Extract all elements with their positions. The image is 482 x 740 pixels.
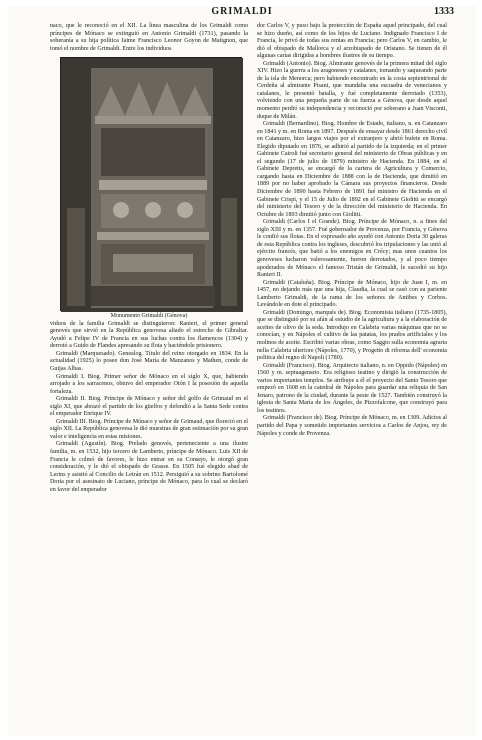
article-entry: Grimaldi (Francisco de). Biog. Príncipe de Mónaco, m. en 1309. Adictos al partido del Papa y sometido importantes servicios a Carlos de Anjou, rey de Nápoles y conde de Provenza. — [257, 415, 447, 437]
page-header — [8, 6, 476, 20]
article-entry: Grimaldi (Bernardino). Biog. Hombre de Estado, italiano, n. en Catanzaro en 1841 y m. en Roma en 1897. Después de ensayar desde 1861 derecho civil en Catanzaro, hizo largos viajes por el extranjero y abrió bufete en Roma. Elegido diputado en 1876, se adhirió al partido de la izquierda; en el primer Gabinete Cairoli fué secretario general del ministerio de Obras públicas y en el segundo (17 de julio de 1879) ministro de Hacienda. En 1884, en el Gabinete Depretis, se encargó de la cartera de Agricultura y Comercio, cargando hasta en Diciembre de 1888 con la de Hacienda, que dimitió en 1889 por no haber aprobado la Cámara sus proyectos financieros. Desde Diciembre de 1890 hasta Febrero de 1891 fué ministro de Hacienda en el Gabinete Crispi, y el 15 de Julio de 1892 en el Gabinete Giolitti se encargó del ministerio del Tesoro y de la dirección del ministerio de Hacienda. En Octubre de 1893 dimitió junto con Giolitti. — [257, 121, 447, 218]
right-column — [257, 23, 447, 438]
left-column — [50, 23, 248, 494]
article-entry: Grimaldi (Francisco). Biog. Arquitecto italiano, n. en Oppido (Nápoles) en 1560 y m. septuagenario. Era religioso teatino y dirigió la construcción de varios importantes templos. Se atribuye a él el proyecto del Santo Tesoro que empezó en 1608 en la catedral de Nápoles para guardar una reliquia de San Jenaro, patrono de la ciudad, durante la peste de 1527. También construyó la iglesia de Santa María de los Ángeles, de Pizzofalcone, que construyó para los teatinos. — [257, 362, 447, 414]
article-paragraph: naco, que le reconoció en el XII. La línea masculina de los Grimaldi como príncipes de Mónaco se extinguió en Antonio Grimaldi (1731), pasando la soberanía a su hija política Jaime Francisco Leonor Goyon de Matignon, que tomó el nombre de Grimaldi. Entre los individuos — [50, 23, 248, 52]
article-entry: Grimaldi II. Biog. Príncipe de Mónaco y señor del golfo de Grimaud en el siglo XI, que abrazó el partido de los güelfos y defendió a la Santa Sede contra el emperador Enrique IV. — [50, 396, 248, 418]
page-number: 1333 — [434, 6, 454, 17]
article-entry: Grimaldi (Cataluña). Biog. Príncipe de Mónaco, hijo de Juan I, m. en 1457, no dejando más que una hija, Claudia, la cual se casó con su pariente Lamberto Grimaldi, de la rama de los señores de Antibes y Corbos. Levándole en dote el principado. — [257, 279, 447, 309]
figure-caption: Monumento Grimaldi (Génova) — [110, 313, 188, 320]
article-entry: Grimaldi I. Biog. Primer señor de Mónaco en el siglo X, que, habiendo arrojado a los sarracenos, obtuvo del emperador Otón I la posesión de aquella fortaleza. — [50, 373, 248, 395]
running-head: GRIMALDI — [211, 6, 273, 17]
article-entry: Grimaldi (Domingo, marqués de). Biog. Economista italiano (1735-1805), que se distinguió por su afán al estudio de la agricultura y a la elaboración de aceites de olivo de la seda. Introdujo en Calabria varias máquinas que no se conocían, y en Nápoles el cultivo de las patatas, los prados artificiales y los molinos de aceite. Escribió varias obras, como Saggio sulla economia agraria nella Calabria ulteriore (Nápoles, 1770), y Progetto di riforma dell' economia politica del regno di Napoli (1780). — [257, 309, 447, 362]
article-entry: Grimaldi (Antonio). Biog. Almirante genovés de la primera mitad del siglo XIV. Hizo la guerra a los aragoneses y catalanes, tomando y saqueando parte de la isla de Menorca; pero habiendo encontrado en la costa septentrional de Cerdeña al almirante Pisani, que mandaba una escuadra de venecianos y catalanes, le presentó batalla, y fué completamente derrotado (1353), volviendo con una pequeña parte de su fuerza a Génova, que desde aquel momento perdió su independencia y reconoció por soberano a Juan Visconti, duque de Milán. — [257, 60, 447, 120]
article-paragraph: dor Carlos V, y puso bajo la protección de España aquel principado, del cual se hizo dueño, así como de los hijos de Luciano. Indignado Francisco I de Francia, le privó de todas sus rentas en Francia; pero Carlos V, en cambio, le dió el obispado de Mallorca y el arzobispado de Oristano. Se tienen de él algunas cartas dirigidas a hombres ilustres de su tiempo. — [257, 23, 447, 60]
article-paragraph: viduos de la familia Grimaldi se distinguieron: Ranieri, el primer general genovés que sirvió en la República genovesa aliado el estrecho de Gibraltar. Ayudó a Felipe IV de Francia en sus luchas contra los flamencos (1304) y derrotó a Guido de Flandes apresando su flota y haciéndole prisionero. — [50, 320, 248, 350]
encyclopedia-page — [8, 6, 476, 736]
article-entry: Grimaldi (Carlos I el Grande). Biog. Príncipe de Mónaco, n. a fines del siglo XIII y m. en 1357. Fué gobernador de Provenza, por Francia, y Génova le confió sus flotas. En el expresado año ayudó con Antonio Doria 30 galeras de esta República contra los ingleses, descubrió los tripulaciones y las unió al ejército francés, que batió a los enemigos en Crécy; mas unos cuantos los genoveses lucharon valerosamente, fueron derrotados, y al poco tiempo apoderados de Mónaco el famoso Tristán de Grimaldi, le sucedió su hijo Ranieri II. — [257, 219, 447, 279]
article-entry: Grimaldi III. Biog. Príncipe de Mónaco y señor de Grimaud, que floreció en el siglo XII. La República genovesa le dió muestras de gran estimación por su gran valor e inteligencia en estas misiones. — [50, 418, 248, 440]
article-entry: Grimaldi (Marquesado). Genealog. Título del reino otorgado en 1834. En la actualidad (1925) lo posee don José María de Manzanos y Mathen, conde de Guijas Albas. — [50, 350, 248, 373]
monument-photograph — [60, 57, 242, 311]
article-entry: Grimaldi (Agustín). Biog. Prelado genovés, perteneciente a una ilustre familia, m. en 1532, hijo tercero de Lamberto, príncipe de Mónaco. Luis XII de Francia le colmó de favores, le hizo entrar en su Consejo, le otorgó gran consideración, y le dió el obispado de Grasse. En 1505 fué elegido abad de Lerins y asistió al Concilio de Letrán en 1512. Persiguió a su sobrino Bartolomé Doria por el asesinato de Luciano, príncipe de Mónaco, para lo cual se declaró en favor del emperador — [50, 441, 248, 493]
monument-illustration — [61, 58, 243, 312]
